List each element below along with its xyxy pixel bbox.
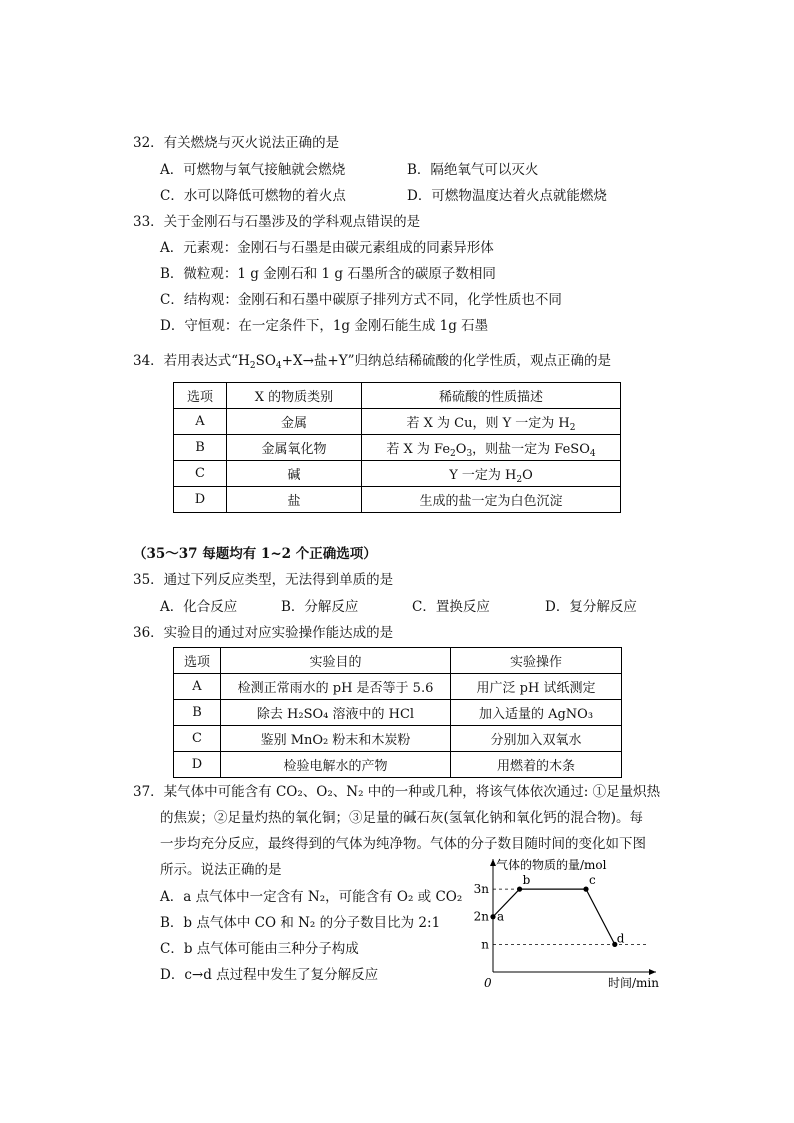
table-row (174, 461, 621, 487)
table-cell: 加入适量的 AgNO₃ (451, 700, 622, 726)
table-cell: 分别加入双氧水 (451, 726, 622, 752)
q33-option-c: C．结构观：金刚石和石墨中碳原子排列方式不同，化学性质也不同 (160, 292, 562, 308)
point-label: a (497, 909, 505, 924)
q36-stem: 36．实验目的通过对应实验操作能达成的是 (133, 625, 394, 641)
y-tick-label: 2n (473, 909, 489, 924)
q35-stem: 35．通过下列反应类型，无法得到单质的是 (133, 572, 394, 588)
table-cell: A (174, 409, 227, 435)
data-point (490, 914, 495, 919)
q37-stem-line4: 所示。说法正确的是 (160, 862, 282, 878)
y-axis-label: 气体的物质的量/mol (496, 858, 607, 872)
q35-option-a: A．化合反应 (160, 599, 238, 615)
table-cell: 若 X 为 $Fe_2O_3$，则盐一定为 FeSO$_4$ (362, 435, 621, 461)
table-header: X 的物质类别 (227, 383, 362, 409)
table-cell: 用燃着的木条 (451, 752, 622, 778)
table-cell: B (174, 435, 227, 461)
q33-option-a: A．元素观：金刚石与石墨是由碳元素组成的同素异形体 (160, 240, 494, 256)
table-row (174, 435, 621, 461)
q33-option-b: B．微粒观：1 g 金刚石和 1 g 石墨所含的碳原子数相同 (160, 266, 496, 282)
table-cell: 检测正常雨水的 pH 是否等于 5.6 (221, 674, 451, 700)
table-row (174, 752, 622, 778)
table-cell: 生成的盐一定为白色沉淀 (362, 487, 621, 513)
q33-stem: 33．关于金刚石与石墨涉及的学科观点错误的是 (133, 214, 421, 230)
table-cell: 若 X 为 Cu，则 Y 一定为 $H_2$ (362, 409, 621, 435)
q37-stem-line3: 一步均充分反应，最终得到的气体为纯净物。气体的分子数目随时间的变化如下图 (160, 836, 646, 852)
table-cell: 除去 H₂SO₄ 溶液中的 HCl (221, 700, 451, 726)
table-header: 实验目的 (221, 648, 451, 674)
point-label: c (589, 873, 596, 888)
q35-option-d: D．复分解反应 (545, 599, 637, 615)
data-point (517, 887, 522, 892)
point-label: d (616, 931, 625, 946)
table-row (174, 674, 622, 700)
origin-label: 0 (484, 976, 492, 990)
table-cell: 金属氧化物 (227, 435, 362, 461)
q37-option-d: D．c→d 点过程中发生了复分解反应 (160, 967, 379, 983)
table-header: 稀硫酸的性质描述 (362, 383, 621, 409)
table-cell: Y 一定为 $H_2O$ (362, 461, 621, 487)
table-header-row (174, 383, 621, 409)
y-tick-label: 3n (473, 882, 489, 897)
q32-option-c: C．水可以降低可燃物的着火点 (160, 188, 346, 204)
table-cell: D (174, 752, 221, 778)
x-axis-arrow (649, 969, 656, 975)
table-cell: 鉴别 MnO₂ 粉末和木炭粉 (221, 726, 451, 752)
table-row (174, 487, 621, 513)
q36-table (173, 647, 622, 778)
q35-option-b: B．分解反应 (281, 599, 359, 615)
q37-option-c: C．b 点气体可能由三种分子构成 (160, 941, 359, 957)
q32-option-a: A．可燃物与氧气接触就会燃烧 (160, 162, 346, 178)
table-cell: 盐 (227, 487, 362, 513)
table-cell: D (174, 487, 227, 513)
q37-stem-line2: 的焦炭；②足量灼热的氧化铜；③足量的碱石灰(氢氧化钠和氧化钙的混合物)。每 (160, 810, 644, 826)
q37-option-a: A．a 点气体中一定含有 N₂，可能含有 O₂ 或 CO₂ (160, 889, 463, 905)
gas-amount-chart (465, 850, 665, 990)
data-point (583, 887, 588, 892)
table-cell: C (174, 461, 227, 487)
table-header: 选项 (174, 648, 221, 674)
table-cell: C (174, 726, 221, 752)
point-label: b (522, 873, 531, 888)
q35-option-c: C．置换反应 (412, 599, 490, 615)
table-header: 选项 (174, 383, 227, 409)
x-axis-label: 时间/min (608, 976, 659, 990)
series-line (493, 889, 615, 944)
table-row (174, 726, 622, 752)
table-row (174, 409, 621, 435)
q37-stem-line1: 37．某气体中可能含有 CO₂、O₂、N₂ 中的一种或几种，将该气体依次通过: ①足量炽热 (133, 784, 661, 800)
q32-stem: 32．有关燃烧与灭火说法正确的是 (133, 135, 340, 151)
q32-option-b: B．隔绝氧气可以灭火 (407, 162, 539, 178)
q34-stem: 34．若用表达式“$H_2SO_4+X\to$盐+Y”归纳总结稀硫酸的化学性质，观点正确的是 (133, 353, 612, 371)
table-header: 实验操作 (451, 648, 622, 674)
table-cell: 检验电解水的产物 (221, 752, 451, 778)
table-cell: 碱 (227, 461, 362, 487)
y-tick-label: n (481, 937, 489, 952)
table-cell: 用广泛 pH 试纸测定 (451, 674, 622, 700)
q34-table (173, 382, 621, 513)
table-cell: B (174, 700, 221, 726)
table-header-row (174, 648, 622, 674)
table-row (174, 700, 622, 726)
section-note: （35～37 每题均有 1~2 个正确选项） (133, 546, 377, 562)
table-cell: A (174, 674, 221, 700)
q33-option-d: D．守恒观：在一定条件下，1g 金刚石能生成 1g 石墨 (160, 318, 489, 334)
q32-option-d: D．可燃物温度达着火点就能燃烧 (407, 188, 607, 204)
q37-option-b: B．b 点气体中 CO 和 N₂ 的分子数目比为 2:1 (160, 915, 441, 931)
table-cell: 金属 (227, 409, 362, 435)
